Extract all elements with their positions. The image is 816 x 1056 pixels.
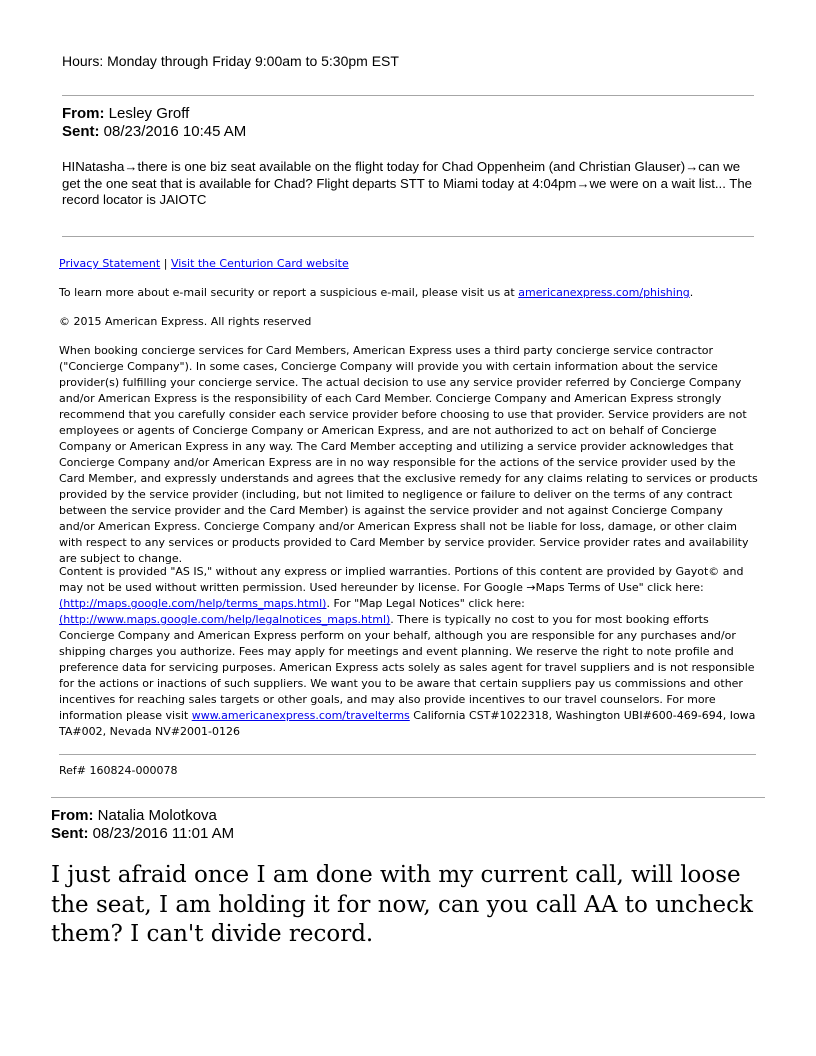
sent-label: Sent:: [51, 825, 89, 842]
message1-sent-date: 08/23/2016 10:45 AM: [103, 123, 247, 140]
message1-from-line: [62, 105, 246, 123]
message2-sender: Natalia Molotkova: [97, 807, 217, 824]
message2-body: I just afraid once I am done with my current call, will loose the seat, I am holding it for now, can you call AA to uncheck them? I can't divide record.: [51, 862, 753, 947]
from-label: From:: [62, 105, 105, 122]
message1-sent-line: [62, 123, 246, 141]
message2-header: [51, 807, 234, 843]
message1-body: HINatasha→there is one biz seat available on the flight today for Chad Oppenheim (and Christian Glauser)→can we get the one seat that is available for Chad? Flight departs STT to Miami today at 4:04pm→we were on a wait list... The record locator is JAIOTC: [62, 159, 753, 207]
divider-4: [51, 797, 765, 798]
message1-header: [62, 105, 246, 141]
from-label: From:: [51, 807, 94, 824]
content-text-1: Content is provided "AS IS," without any express or implied warranties. Portions of this content are provided by Gayot© and may not be used without written permission. Used hereunder by license. For Google →Maps Terms of Use" click here:: [59, 565, 744, 594]
message2-sent-line: [51, 825, 234, 843]
travelterms-link[interactable]: www.americanexpress.com/travelterms: [191, 709, 410, 722]
divider-1: [62, 95, 754, 96]
footer-links: [59, 256, 759, 272]
sent-label: Sent:: [62, 123, 100, 140]
legal-notices-link[interactable]: (http://www.maps.google.com/help/legalnotices_maps.html): [59, 613, 391, 626]
phishing-link[interactable]: americanexpress.com/phishing: [518, 286, 690, 299]
security-text: To learn more about e-mail security or report a suspicious e-mail, please visit us at: [59, 286, 515, 299]
content-notice: [59, 564, 759, 740]
hours-text: Hours: Monday through Friday 9:00am to 5:30pm EST: [62, 53, 399, 69]
security-text-end: .: [689, 286, 694, 299]
content-text-2: . For "Map Legal Notices" click here:: [326, 597, 525, 610]
security-notice: [59, 285, 759, 301]
copyright: © 2015 American Express. All rights reserved: [59, 315, 312, 328]
content-text-3: . There is typically no cost to you for most booking efforts Concierge Company and American Express perform on your behalf, although you are responsible for any purchases and/or shipping charges you authorize. Fees may apply for meetings and event planning. We reserve the right to note profile and preference data for servicing purposes. American Express acts solely as sales agent for travel suppliers and is not responsible for the actions or inactions of such suppliers. We want you to be aware that certain suppliers pay us commissions and other incentives for reaching sales targets or other goals, and may also provide incentives to our travel counselors. For more information please visit: [59, 613, 755, 722]
content-text-4: California CST#1022318, Washington UBI#600-469-694, Iowa TA#002, Nevada NV#2001-0126: [59, 709, 756, 738]
disclaimer: When booking concierge services for Card Members, American Express uses a third party concierge service contractor ("Concierge Company"). In some cases, Concierge Company will provide you with certain information about the service provider(s) fulfilling your concierge service. The actual decision to use any service provider referred by Concierge Company and/or American Express is the responsibility of each Card Member. Concierge Company and American Express strongly recommend that you carefully consider each service provider before choosing to use that provider. Service providers are not employees or agents of Concierge Company or American Express, and are not authorized to act on behalf of Concierge Company or American Express in any way. The Card Member accepting and utilizing a service provider acknowledges that Concierge Company and/or American Express are in no way responsible for the actions of the service provider used by the Card Member, and expressly understands and agrees that the exclusive remedy for any claims relating to services or products provided by the service provider (including, but not limited to negligence or failure to deliver on the terms of any contract between the service provider and the Card Member) is against the service provider and not against Concierge Company and/or American Express. Concierge Company and/or American Express shall not be liable for loss, damage, or other claim with respect to any services or products provided to Card Member by service provider. Service provider rates and availability are subject to change.: [59, 344, 758, 565]
divider-3: [59, 754, 756, 755]
centurion-card-link[interactable]: Visit the Centurion Card website: [170, 257, 349, 270]
terms-maps-link[interactable]: (http://maps.google.com/help/terms_maps.html): [59, 597, 327, 610]
message2-from-line: [51, 807, 234, 825]
divider-2: [62, 236, 754, 237]
link-separator: |: [163, 257, 168, 270]
message2-sent-date: 08/23/2016 11:01 AM: [92, 825, 235, 842]
reference-number: Ref# 160824-000078: [59, 764, 178, 777]
privacy-statement-link[interactable]: Privacy Statement: [59, 257, 161, 270]
message1-sender: Lesley Groff: [108, 105, 190, 122]
